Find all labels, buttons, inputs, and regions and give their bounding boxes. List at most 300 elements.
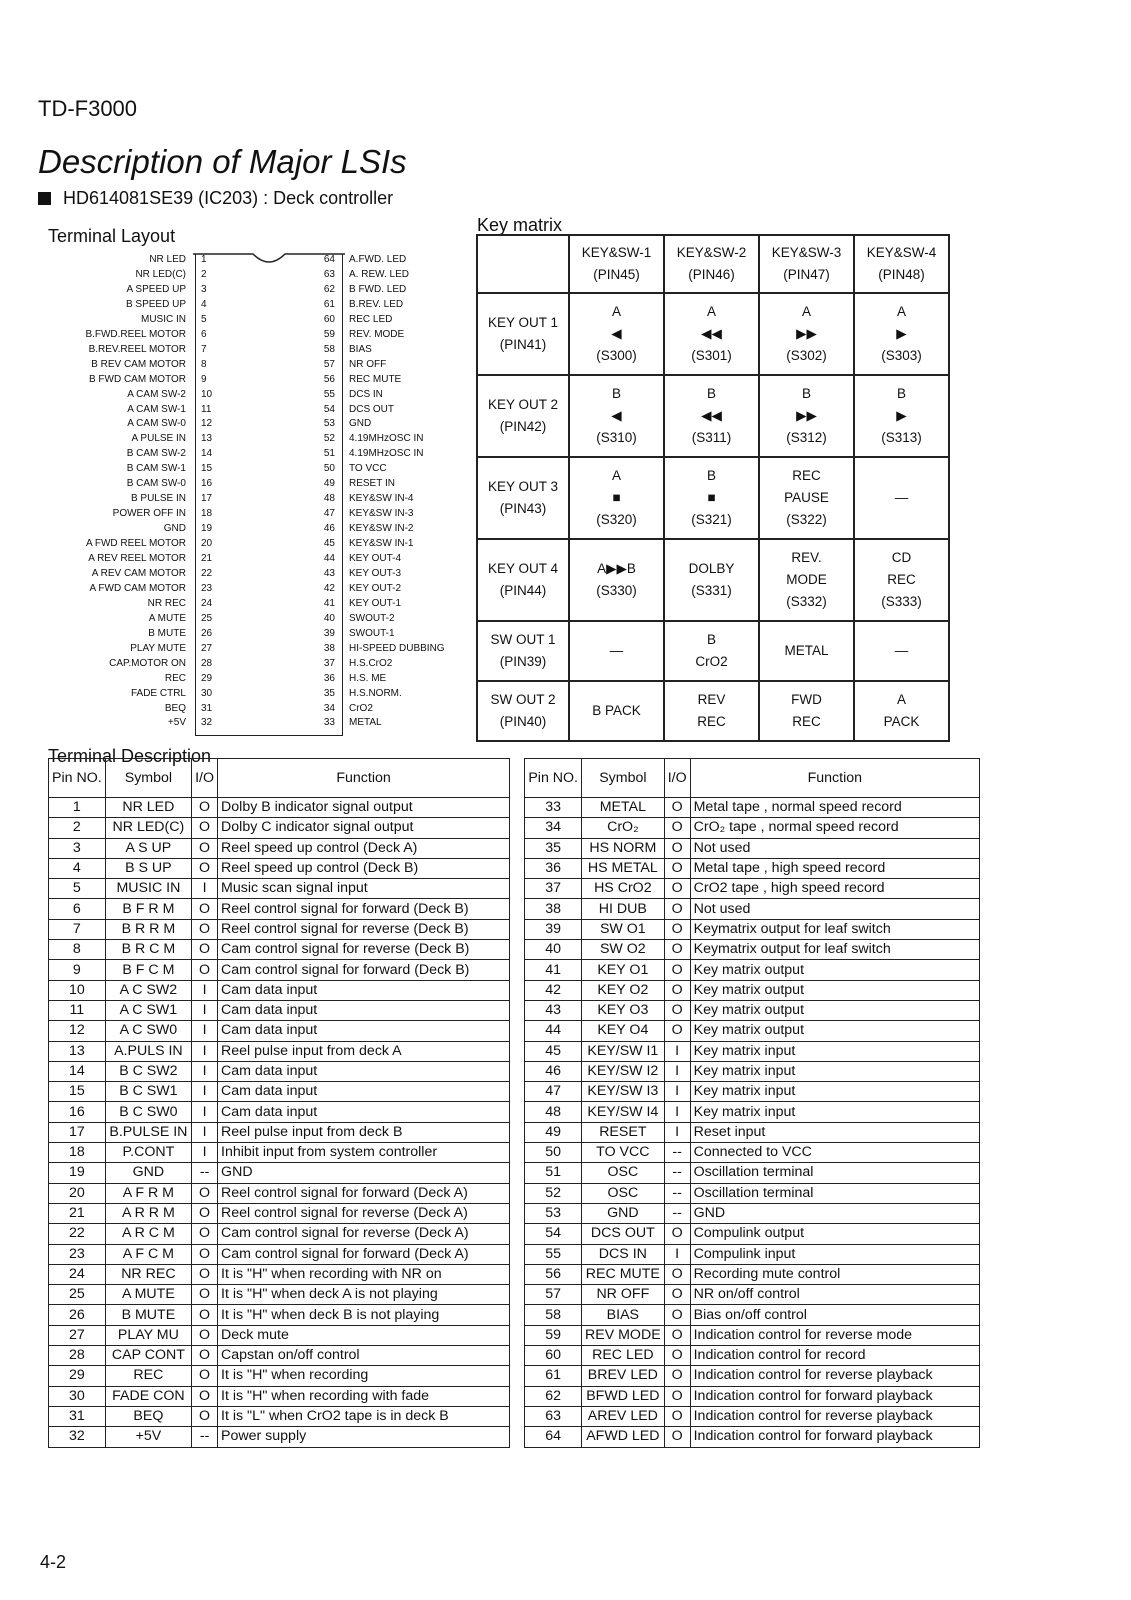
chip-pin-right-number: 50 [323,463,335,475]
pin-symbol: A F R M [105,1183,191,1203]
pin-function: Metal tape , high speed record [690,858,979,878]
chip-pin-left-name: A CAM SW-2 [127,388,186,400]
chip-pin-right-number: 62 [323,283,335,295]
pin-function: Key matrix output [690,960,979,980]
pin-io: I [664,1082,690,1102]
chip-pin-left-name: B SPEED UP [125,298,186,310]
pin-io: O [664,1021,690,1041]
pin-symbol: B C SW0 [105,1102,191,1122]
chip-pin-right-number: 48 [323,493,335,505]
pin-symbol: KEY/SW I4 [582,1102,665,1122]
pin-io: O [192,858,218,878]
pin-number: 8 [49,940,106,960]
pin-io: -- [192,1163,218,1183]
chip-pin-left-number: 18 [201,508,213,520]
pin-number: 29 [49,1366,106,1386]
key-matrix-cell-line: ◀◀ [701,326,722,341]
chip-pin-right-name: SWOUT-2 [349,612,395,624]
chip-pin-right-name: KEY&SW IN-4 [349,493,414,505]
chip-pin-left-number: 4 [201,298,207,310]
column-gap [510,838,525,858]
pin-io: O [192,1183,218,1203]
pin-number: 59 [525,1325,582,1345]
key-matrix-cell-line: — [894,643,909,658]
pin-io: I [192,1021,218,1041]
chip-pin-right-number: 58 [323,343,335,355]
key-matrix-cell [759,457,854,539]
table-row [49,1061,980,1081]
key-matrix-cell-line: B [801,386,811,401]
pin-io: I [192,879,218,899]
pin-function: Recording mute control [690,1264,979,1284]
pin-function: Cam data input [218,980,510,1000]
chip-pin-left-name: MUSIC IN [141,313,186,325]
pin-function: Cam control signal for reverse (Deck A) [218,1224,510,1244]
pin-number: 45 [525,1041,582,1061]
pin-symbol: B S UP [105,858,191,878]
pin-function: It is "H" when recording [218,1366,510,1386]
column-gap [510,1427,525,1447]
pin-number: 20 [49,1183,106,1203]
pin-number: 35 [525,838,582,858]
key-matrix-cell-line: ■ [612,490,621,505]
key-matrix-cell [664,539,759,621]
pin-symbol: B F R M [105,899,191,919]
pin-symbol: BIAS [582,1305,665,1325]
key-matrix-cell-line: A▶▶B [597,561,636,576]
pin-number: 9 [49,960,106,980]
pin-symbol: CrO₂ [582,818,665,838]
pin-io: O [664,1406,690,1426]
pin-number: 63 [525,1406,582,1426]
key-matrix-cell-line: A [611,468,621,483]
chip-pin-left-name: GND [163,523,186,535]
pin-symbol: FADE CON [105,1386,191,1406]
column-header-line2: (PIN45) [593,267,640,282]
chip-pin-left-name: FADE CTRL [130,687,186,699]
pin-function: Key matrix output [690,1021,979,1041]
column-gap [510,1000,525,1020]
chip-pin-right-name: REV. MODE [349,328,405,340]
table-row [49,1386,980,1406]
pin-io: O [192,1224,218,1244]
pin-function: Power supply [218,1427,510,1447]
table-row [49,1346,980,1366]
column-gap [510,1285,525,1305]
chip-pin-left-number: 24 [201,597,213,609]
header-io-right: I/O [664,759,690,798]
pin-io: O [192,1264,218,1284]
column-gap [510,1082,525,1102]
key-matrix-cell-line: (S322) [786,512,827,527]
pin-number: 6 [49,899,106,919]
pin-number: 38 [525,899,582,919]
key-matrix-cell-line: — [894,490,909,505]
chip-pin-left-number: 23 [201,582,213,594]
key-matrix-cell-line: PACK [883,714,920,729]
chip-pin-right-number: 33 [323,717,335,729]
key-matrix-cell-line: REC [792,468,821,483]
column-gap [510,818,525,838]
pin-io: O [192,1325,218,1345]
pin-symbol: A C SW1 [105,1000,191,1020]
chip-pin-right-number: 37 [323,657,335,669]
key-matrix-cell-line: REV [697,692,726,707]
header-symbol: Symbol [105,759,191,798]
row-header-line2: (PIN42) [499,419,547,434]
pin-function: Indication control for record [690,1346,979,1366]
pin-function: Not used [690,899,979,919]
chip-pin-left-number: 2 [201,268,207,280]
key-matrix-cell-line: (S301) [691,348,732,363]
chip-pin-right-number: 49 [323,478,335,490]
pin-io: -- [664,1143,690,1163]
key-matrix-cell-line: METAL [784,643,829,658]
key-matrix-cell [664,375,759,457]
pin-number: 43 [525,1000,582,1020]
column-gap [510,1061,525,1081]
column-gap [510,960,525,980]
column-gap [510,1203,525,1223]
pin-symbol: PLAY MU [105,1325,191,1345]
column-gap [510,980,525,1000]
chip-pin-left-name: B MUTE [148,627,186,639]
pin-io: O [664,1386,690,1406]
chip-pin-left-number: 32 [201,717,213,729]
chip-pin-right-name: REC LED [349,313,393,325]
chip-pin-right-name: CrO2 [349,702,373,714]
pin-io: O [664,798,690,818]
pin-io: O [664,899,690,919]
key-matrix-cell [759,293,854,375]
header-symbol-right: Symbol [582,759,665,798]
pin-symbol: KEY O3 [582,1000,665,1020]
chip-pin-left-name: B.FWD.REEL MOTOR [85,328,186,340]
pin-symbol: B C SW2 [105,1061,191,1081]
pin-function: Keymatrix output for leaf switch [690,940,979,960]
table-row [49,1203,980,1223]
key-matrix-cell [854,539,949,621]
pin-number: 62 [525,1386,582,1406]
pin-number: 42 [525,980,582,1000]
key-matrix-cell [854,293,949,375]
pin-io: O [664,1366,690,1386]
table-row [49,818,980,838]
chip-pin-left-number: 13 [201,433,213,445]
key-matrix-cell [664,293,759,375]
subtitle-text: HD614081SE39 (IC203) : Deck controller [63,188,394,208]
pin-io: -- [664,1203,690,1223]
chip-pin-right-number: 46 [323,523,335,535]
key-matrix-cell-line: ◀ [611,408,622,423]
pin-symbol: HS METAL [582,858,665,878]
chip-pin-left-number: 15 [201,463,213,475]
pin-function: GND [218,1163,510,1183]
chip-pin-right-name: TO VCC [349,463,387,475]
key-matrix-cell-line: (S302) [786,348,827,363]
chip-pin-left-name: B CAM SW-0 [126,478,186,490]
column-gap [510,1305,525,1325]
key-matrix-cell-line: B [706,632,716,647]
pin-number: 30 [49,1386,106,1406]
pin-io: O [192,1305,218,1325]
chip-pin-left-number: 1 [201,254,207,265]
pin-number: 16 [49,1102,106,1122]
row-header-line1: SW OUT 1 [490,632,556,647]
table-row [49,879,980,899]
chip-pin-right-name: HI-SPEED DUBBING [349,642,445,654]
chip-pin-right-name: KEY&SW IN-2 [349,523,414,535]
pin-function: Cam data input [218,1021,510,1041]
chip-pin-left-number: 20 [201,538,213,550]
pin-io: O [664,1264,690,1284]
chip-pin-left-name: A CAM SW-1 [127,403,186,415]
column-gap [510,879,525,899]
chip-pin-right-number: 60 [323,313,335,325]
chip-pin-right-name: 4.19MHzOSC IN [349,448,424,460]
table-row [49,1041,980,1061]
chip-pin-left-number: 30 [201,687,213,699]
pin-symbol: REC LED [582,1346,665,1366]
pin-function: Oscillation terminal [690,1163,979,1183]
pin-io: O [192,1386,218,1406]
pin-function: Deck mute [218,1325,510,1345]
page-title: Description of Major LSIs [38,143,407,180]
chip-pin-left-number: 27 [201,642,213,654]
chip-pin-right-name: DCS IN [349,388,383,400]
chip-pin-left-name: CAP.MOTOR ON [109,657,186,669]
pin-number: 64 [525,1427,582,1447]
table-row [49,919,980,939]
pin-number: 54 [525,1224,582,1244]
column-gap [510,1021,525,1041]
chip-pin-right-name: KEY OUT-3 [349,567,402,579]
pin-number: 28 [49,1346,106,1366]
chip-pin-left-name: A FWD REEL MOTOR [85,538,186,550]
pin-io: I [664,1122,690,1142]
terminal-description-table [48,758,980,1448]
pin-symbol: BREV LED [582,1366,665,1386]
pin-symbol: KEY/SW I3 [582,1082,665,1102]
pin-function: Indication control for reverse playback [690,1366,979,1386]
column-gap [510,1244,525,1264]
table-row [49,1122,980,1142]
pin-io: O [192,1285,218,1305]
key-matrix-cell-line: (S303) [881,348,922,363]
chip-pin-right-name: RESET IN [349,478,395,490]
chip-pin-right-number: 54 [323,403,335,415]
table-row [49,1406,980,1426]
table-row [49,838,980,858]
table-row [49,1244,980,1264]
pin-function: Reel control signal for reverse (Deck B) [218,919,510,939]
pin-io: O [664,1000,690,1020]
pin-symbol: A R R M [105,1203,191,1223]
chip-pin-right-name: KEY&SW IN-1 [349,538,414,550]
key-matrix-cell-line: MODE [786,572,827,587]
table-row [49,1102,980,1122]
pin-function: Not used [690,838,979,858]
header-function-right: Function [690,759,979,798]
pin-io: O [192,960,218,980]
pin-symbol: +5V [105,1427,191,1447]
chip-pin-left-number: 10 [201,388,213,400]
pin-number: 61 [525,1366,582,1386]
pin-number: 48 [525,1102,582,1122]
pin-symbol: OSC [582,1183,665,1203]
chip-pin-right-number: 41 [323,597,335,609]
chip-pin-left-number: 3 [201,283,207,295]
pin-io: -- [192,1427,218,1447]
row-header-line2: (PIN44) [499,583,547,598]
chip-pin-left-name: B FWD CAM MOTOR [88,373,186,385]
table-row [49,960,980,980]
chip-pin-right-number: 40 [323,612,335,624]
key-matrix-cell-line: B [706,386,716,401]
pin-io: O [664,919,690,939]
table-row [49,899,980,919]
pin-io: I [192,1000,218,1020]
pin-symbol: SW O1 [582,919,665,939]
pin-io: O [664,940,690,960]
key-matrix-column-header [854,235,949,293]
pin-symbol: HS NORM [582,838,665,858]
column-gap [510,1264,525,1284]
chip-pin-right-name: KEY&SW IN-3 [349,508,414,520]
pin-number: 32 [49,1427,106,1447]
pin-symbol: SW O2 [582,940,665,960]
chip-pin-right-name: 4.19MHzOSC IN [349,433,424,445]
pin-number: 33 [525,798,582,818]
pin-function: Metal tape , normal speed record [690,798,979,818]
column-header-line2: (PIN48) [878,267,925,282]
key-matrix-cell [759,539,854,621]
chip-pin-left-number: 29 [201,672,213,684]
pin-number: 2 [49,818,106,838]
section-subtitle [38,188,393,209]
column-gap [510,1041,525,1061]
key-matrix-cell-line: (S331) [691,583,732,598]
chip-pin-right-number: 34 [323,702,335,714]
chip-pin-left-number: 9 [201,373,207,385]
pin-number: 39 [525,919,582,939]
key-matrix-cell-line: A [896,304,906,319]
pin-number: 49 [525,1122,582,1142]
chip-pin-right-name: GND [349,418,372,430]
key-matrix-cell-line: ◀◀ [701,408,722,423]
key-matrix-cell-line: A [611,304,621,319]
chip-pin-left-number: 25 [201,612,213,624]
chip-pin-left-name: A REV REEL MOTOR [88,553,186,564]
key-matrix-cell-line: ■ [707,490,716,505]
pin-function: CrO₂ tape , normal speed record [690,818,979,838]
column-gap [510,1183,525,1203]
chip-pin-right-name: DCS OUT [349,403,394,415]
chip-pin-left-number: 22 [201,567,213,579]
table-row [49,1427,980,1447]
chip-pin-right-number: 59 [323,328,335,340]
chip-pin-right-name: H.S.CrO2 [349,657,393,669]
pin-io: O [664,818,690,838]
pin-function: Compulink input [690,1244,979,1264]
key-matrix-row [477,539,949,621]
column-gap [510,1163,525,1183]
chip-pin-left-name: B PULSE IN [130,493,186,505]
chip-pin-left-name: A REV CAM MOTOR [91,567,186,579]
pin-symbol: NR REC [105,1264,191,1284]
pin-io: O [664,1346,690,1366]
chip-pin-right-name: H.S.NORM. [349,687,402,699]
pin-symbol: AREV LED [582,1406,665,1426]
chip-pin-left-name: POWER OFF IN [112,508,186,520]
key-matrix-cell-line: ◀ [611,326,622,341]
row-header-line1: KEY OUT 1 [487,315,559,330]
pin-function: Dolby C indicator signal output [218,818,510,838]
pin-symbol: HI DUB [582,899,665,919]
chip-pin-left-name: REC [164,672,186,684]
pin-number: 36 [525,858,582,878]
chip-pin-left-name: B CAM SW-2 [126,448,186,460]
pin-io: I [192,1122,218,1142]
pin-io: O [664,980,690,1000]
pin-function: Reel control signal for forward (Deck B) [218,899,510,919]
chip-pin-left-number: 7 [201,343,207,355]
table-row [49,1305,980,1325]
pin-number: 31 [49,1406,106,1426]
pin-io: O [192,940,218,960]
pin-number: 11 [49,1000,106,1020]
chip-pin-left-name: B.REV.REEL MOTOR [88,343,186,355]
key-matrix-row-header [477,457,569,539]
pin-io: O [664,960,690,980]
pin-number: 21 [49,1203,106,1223]
chip-pin-left-number: 8 [201,358,207,370]
pin-function: It is "H" when deck B is not playing [218,1305,510,1325]
pin-function: Keymatrix output for leaf switch [690,919,979,939]
pin-io: O [192,838,218,858]
pin-io: O [192,818,218,838]
chip-pin-left-name: B CAM SW-1 [126,463,186,475]
key-matrix-cell [569,293,664,375]
key-matrix-cell-line: PAUSE [784,490,829,505]
table-row [49,1143,980,1163]
pin-symbol: NR OFF [582,1285,665,1305]
chip-pin-left-name: A CAM SW-0 [127,418,186,430]
pin-function: Key matrix output [690,1000,979,1020]
key-matrix-column-header [569,235,664,293]
pin-symbol: GND [582,1203,665,1223]
pin-function: It is "H" when recording with NR on [218,1264,510,1284]
chip-pin-left-name: A MUTE [148,612,186,624]
chip-pin-right-number: 61 [323,298,335,310]
pin-symbol: REC [105,1366,191,1386]
pin-symbol: RESET [582,1122,665,1142]
table-row [49,858,980,878]
pin-io: O [192,899,218,919]
pin-function: CrO2 tape , high speed record [690,879,979,899]
key-matrix-row [477,621,949,681]
pin-io: I [192,1061,218,1081]
pin-io: O [664,879,690,899]
key-matrix-row [477,681,949,741]
key-matrix-cell-line: ▶▶ [796,326,817,341]
header-io: I/O [192,759,218,798]
chip-pin-right-name: KEY OUT-4 [349,553,402,564]
pin-io: I [192,1102,218,1122]
pin-function: Music scan signal input [218,879,510,899]
pin-number: 24 [49,1264,106,1284]
pin-symbol: BEQ [105,1406,191,1426]
